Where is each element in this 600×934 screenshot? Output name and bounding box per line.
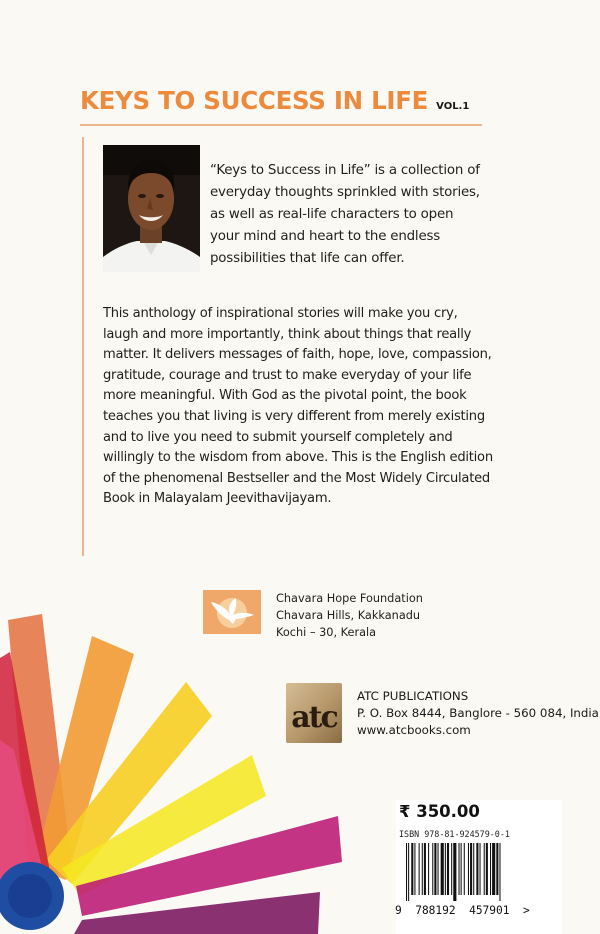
foundation-address-line2: Kochi – 30, Kerala <box>276 626 377 639</box>
barcode-bar <box>422 843 423 895</box>
barcode-bar <box>408 843 409 901</box>
barcode-bar <box>459 843 460 895</box>
publisher-website: www.atcbooks.com <box>357 723 471 737</box>
barcode-bar <box>441 843 444 895</box>
barcode-bar <box>473 843 474 895</box>
barcode-bar <box>486 843 488 895</box>
intro-paragraph: “Keys to Success in Life” is a collection of everyday thoughts sprinkled with stories, as well as real-life characters to open your mind and heart to the endless possibilities that life can offer. <box>210 163 480 266</box>
barcode-bar <box>451 843 452 895</box>
price-label: ₹ 350.00 <box>399 802 480 821</box>
barcode-bar <box>411 843 413 895</box>
isbn-label: ISBN 978-81-924579-0-1 <box>399 829 510 839</box>
barcode-panel <box>396 800 562 934</box>
barcode-bar <box>414 843 415 895</box>
foundation-name: Chavara Hope Foundation <box>276 592 423 605</box>
barcode-bar <box>453 843 456 901</box>
barcode-bar <box>445 843 446 895</box>
barcode-bar <box>438 843 439 895</box>
author-portrait <box>103 145 200 272</box>
barcode-bar <box>447 843 449 895</box>
barcode-bar <box>434 843 436 895</box>
description-paragraph: This anthology of inspirational stories will make you cry, laugh and more importantly, think about things that really matter. It delivers messages of faith, hope, love, compassion, gratitude, courage and trust to make everyday of your life more meaningful. With God as the pivotal point, the book teaches you that living is very different from merely existing and to live you need to submit yourself completely and willingly to the wisdom from above. This is the English edition of the phenomenal Bestseller and the Most Widely Circulated Book in Malayalam Jeevithavijayam. <box>103 306 493 507</box>
barcode-digits: 9 788192 457901 > <box>395 904 530 917</box>
barcode-bar <box>499 843 500 901</box>
barcode-bar <box>432 843 433 895</box>
atc-logo-text: atc <box>291 700 337 735</box>
barcode-bar <box>428 843 429 895</box>
title-row <box>80 86 469 115</box>
volume-label: VOL.1 <box>436 101 470 112</box>
sunburst-decoration <box>0 600 400 934</box>
publisher-name: ATC PUBLICATIONS <box>357 689 469 703</box>
barcode-bar <box>476 843 478 895</box>
barcode-bar <box>492 843 495 895</box>
barcode-bar <box>496 843 498 895</box>
text-side-rule <box>82 137 84 556</box>
isbn-barcode <box>404 843 552 901</box>
barcode-bar <box>424 843 426 895</box>
barcode-bar <box>406 843 407 901</box>
book-title: KEYS TO SUCCESS IN LIFE <box>80 86 429 115</box>
barcode-bar <box>484 843 485 895</box>
barcode-bar <box>468 843 469 895</box>
barcode-bar <box>480 843 481 895</box>
barcode-bar <box>419 843 420 895</box>
publisher-address: P. O. Box 8444, Banglore - 560 084, India <box>357 706 599 720</box>
title-underline <box>80 124 482 126</box>
foundation-address-line1: Chavara Hills, Kakkanadu <box>276 609 421 622</box>
barcode-bar <box>470 843 472 895</box>
barcode-bar <box>464 843 465 895</box>
barcode-bar <box>461 843 462 895</box>
barcode-bar <box>490 843 491 895</box>
